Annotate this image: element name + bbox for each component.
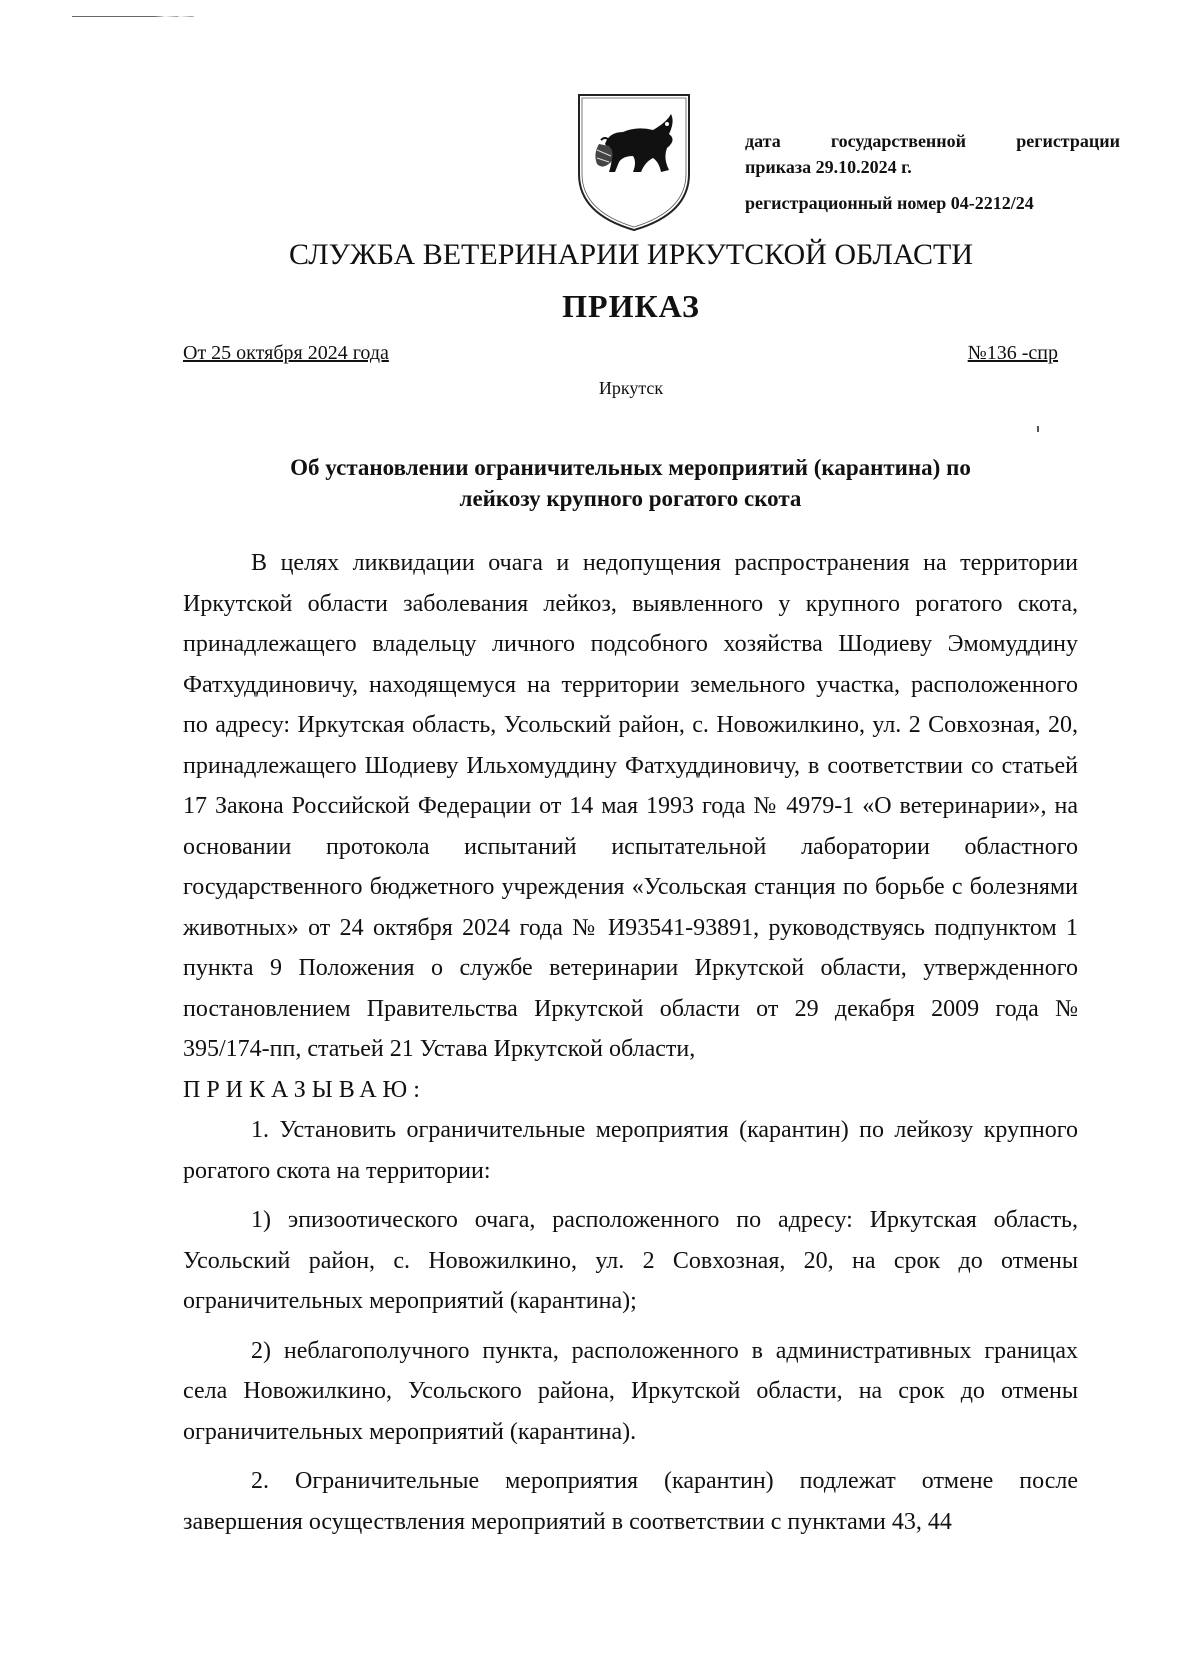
item-1-subitem-1: 1) эпизоотического очага, расположенного по адресу: Иркутская область, Усольский район, с. Новожилкино, ул. 2 Совхозная, 20, на срок до отмены ограничительных мероприятий (карантина);	[183, 1207, 1078, 1314]
item-1: 1. Установить ограничительные мероприятия (карантин) по лейкозу крупного рогатого скота на территории:	[183, 1117, 1078, 1184]
registration-number: регистрационный номер 04-2212/24	[745, 193, 1034, 213]
item-2: 2. Ограничительные мероприятия (карантин) подлежат отмене после завершения осуществления мероприятий в соответствии с пунктами 43, 44	[183, 1468, 1078, 1535]
coat-of-arms-icon	[575, 92, 693, 232]
order-body	[183, 543, 1078, 1542]
item-1-subitem-2: 2) неблагополучного пункта, расположенного в административных границах села Новожилкино, Усольского района, Иркутской области, на срок до отмены ограничительных мероприятий (карантина).	[183, 1337, 1078, 1445]
registration-date: приказа 29.10.2024 г.	[745, 157, 912, 177]
order-number: №136 -спр	[967, 342, 1058, 364]
subject-line-1: Об установлении ограничительных мероприятий (карантина) по	[290, 455, 971, 480]
decree-word: ПРИКАЗЫВАЮ:	[183, 1076, 426, 1103]
order-date: От 25 октября 2024 года	[183, 342, 389, 364]
city: Иркутск	[598, 378, 664, 398]
order-subject	[183, 452, 1078, 514]
scan-artifact-line	[72, 16, 222, 17]
preamble-paragraph: В целях ликвидации очага и недопущения распространения на территории Иркутской области заболевания лейкоз, выявленного у крупного рогатого скота, принадлежащего владельцу личного подсобного хозяйства Шодиеву Эмомуддину Фатхуддиновичу, находящемуся на территории земельного участка, расположенного по адресу: Иркутская область, Усольский район, с. Новожилкино, ул. 2 Совхозная, 20, принадлежащего Шодиеву Ильхомуддину Фатхуддиновичу, в соответствии со статьей 17 Закона Российской Федерации от 14 мая 1993 года № 4979-1 «О ветеринарии», на основании протокола испытаний испытательной лаборатории областного государственного бюджетного учреждения «Усольская станция по борьбе с болезнями животных» от 24 октября 2024 года № И93541-93891, руководствуясь подпунктом 1 пункта 9 Положения о службе ветеринарии Иркутской области, утвержденного постановлением Правительства Иркутской области от 29 декабря 2009 года № 395/174-пп, статьей 21 Устава Иркутской области,	[183, 550, 1078, 1062]
registration-date-label: дата государственной регистрации	[745, 131, 1120, 151]
document-type: ПРИКАЗ	[562, 288, 700, 324]
scan-speck	[1037, 426, 1039, 432]
agency-name: СЛУЖБА ВЕТЕРИНАРИИ ИРКУТСКОЙ ОБЛАСТИ	[289, 238, 973, 271]
registration-stamp	[745, 128, 1120, 216]
subject-line-2: лейкозу крупного рогатого скота	[459, 486, 802, 511]
